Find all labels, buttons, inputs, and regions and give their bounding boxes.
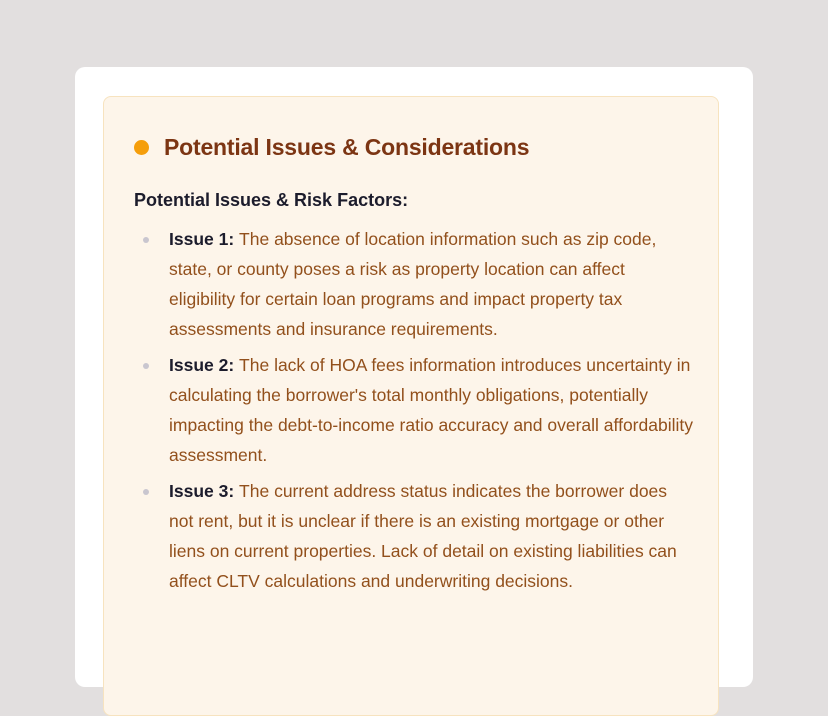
issue-item	[134, 224, 694, 344]
issue-text: The lack of HOA fees information introduces uncertainty in calculating the borrower's total monthly obligations, potentially impacting the debt-to-income ratio accuracy and overall affordability assessment.	[169, 355, 693, 465]
bullet-icon	[143, 237, 149, 243]
warning-dot-icon	[134, 140, 149, 155]
panel-header	[134, 131, 529, 163]
issue-label: Issue 2:	[169, 355, 240, 375]
issues-list	[134, 224, 694, 602]
bullet-icon	[143, 489, 149, 495]
panel-title: Potential Issues & Considerations	[164, 133, 530, 160]
issue-label: Issue 1:	[169, 229, 240, 249]
issue-label: Issue 3:	[169, 481, 240, 501]
section-heading: Potential Issues & Risk Factors:	[134, 190, 409, 210]
issue-text: The current address status indicates the borrower does not rent, but it is unclear if there is an existing mortgage or other liens on current properties. Lack of detail on existing liabilities can affect CLTV calculations and underwriting decisions.	[169, 481, 677, 591]
issue-text: The absence of location information such as zip code, state, or county poses a risk as property location can affect eligibility for certain loan programs and impact property tax assessments and insurance requirements.	[169, 229, 657, 339]
issue-item	[134, 350, 694, 470]
issue-item	[134, 476, 694, 596]
content-card	[75, 67, 753, 687]
issues-panel	[103, 96, 719, 716]
bullet-icon	[143, 363, 149, 369]
